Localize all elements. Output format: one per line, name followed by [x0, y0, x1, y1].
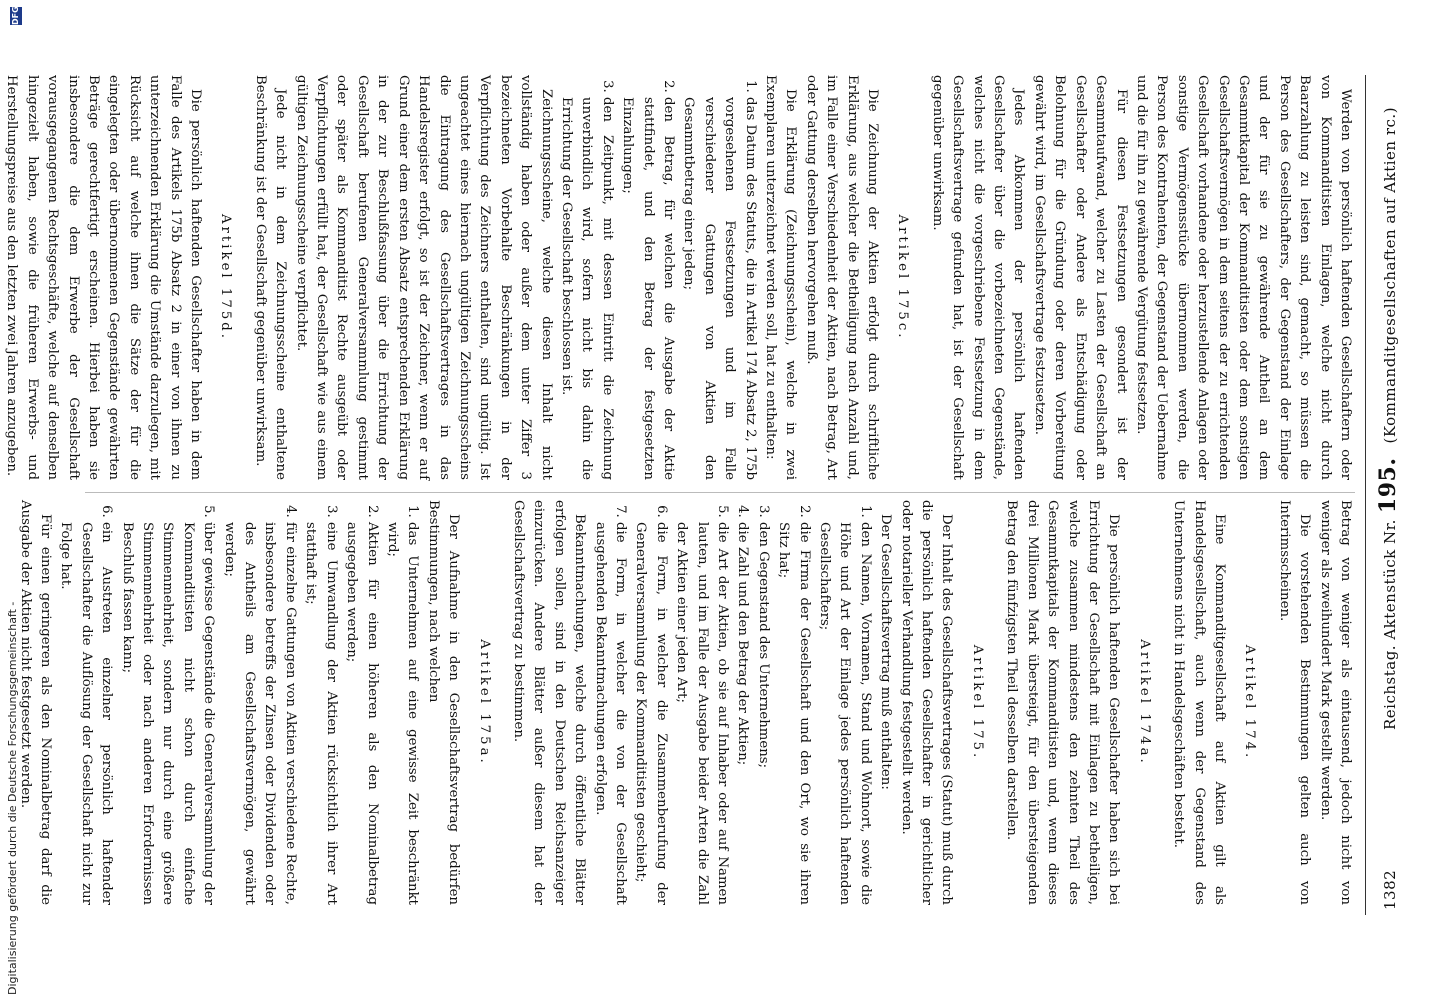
article-heading: Artikel 174. — [1242, 644, 1258, 761]
list-item: 2. den Betrag, für welchen die Ausgabe der Aktie stattfindet, und den Betrag der festgesetzten Einzahlungen; — [617, 97, 678, 480]
list-item: 3. eine Umwandlung der Aktien rücksichtlich ihrer Art statthaft ist; — [300, 522, 341, 905]
article-heading: Artikel 174a. — [1136, 639, 1152, 766]
paragraph: Die vorstehenden Bestimmungen gelten auch von Interimsscheinen. — [1276, 500, 1313, 905]
paragraph: Die persönlich haftenden Gesellschafter haben sich bei Errichtung der Gesellschaft mit Einlagen zu betheiligen, welche zusammen mindestens den zehnten Theil des Gesammtkapitals der Kommanditisten und, wenn dieses drei Millionen Mark übersteigt, für den übersteigenden Betrag den fünfzigsten Theil desselben darstellen. — [1004, 500, 1122, 905]
list-item: 3. den Gegenstand des Unternehmens; — [752, 522, 772, 905]
paragraph: Der Aufnahme in den Gesellschaftsvertrag bedürfen Bestimmungen, nach welchen — [425, 500, 462, 905]
paragraph: Betrag von weniger als eintausend, jedoch nicht von weniger als zweihundert Mark gestellt werden. — [1317, 500, 1353, 905]
left-column — [17, 500, 1355, 905]
page-header — [1375, 70, 1405, 910]
paragraph: Bekanntmachungen, welche durch öffentliche Blätter erfolgen sollen, sind in den Deutschen Reichsanzeiger einzurücken. Andere Blätter außer diesem hat der Gesellschaftsvertrag zu bestimmen. — [510, 500, 588, 905]
list-item: 3. den Zeitpunkt, mit dessen Eintritt die Zeichnung unverbindlich wird, sofern nicht bis dahin die Errichtung der Gesellschaft beschlossen ist. — [556, 97, 617, 480]
paragraph: Die Zeichnung der Aktien erfolgt durch schriftliche Erklärung, aus welcher die Betheiligung nach Anzahl und, im Falle einer Verschiedenheit der Aktien, nach Betrag, Art oder Gattung derselben hervorgehen muß. — [803, 75, 881, 480]
paragraph: Die persönlich haftenden Gesellschafter haben in dem Falle des Artikels 175b Absatz 2 in einer von ihnen zu unterzeichnenden Erklärung die Umstände darzulegen, mit Rücksicht auf welche ihnen die Sätze der für die eingelegten oder übernommenen Gegenstände gewährten Beträge gerechtfertigt erscheinen. Hierbei haben sie insbesondere die dem Erwerbe der Gesellschaft vorausgegangenen Rechtsgeschäfte, welche auf denselben hingezielt haben, sowie die früheren Erwerbs- und Herstellungspreise aus den letzten zwei Jahren anzugeben. — [4, 75, 204, 480]
paragraph: Für einen geringeren als den Nominalbetrag darf die Ausgabe der Aktien nicht festgesetzt werden. — [17, 500, 54, 905]
issue-number: 195. — [1375, 457, 1401, 514]
paragraph: Jedes Abkommen der persönlich haftenden Gesellschafter über die vorbezeichneten Gegenstände, welches nicht die vorgeschriebene Festsetzung in dem Gesellschaftsvertrage gefunden hat, ist der Gesellschaft gegenüber unwirksam. — [929, 75, 1027, 480]
journal-title: Reichstag. Aktenstück Nr. — [1381, 519, 1399, 730]
page-number: 1382 — [1381, 869, 1399, 910]
paragraph: Jede nicht in dem Zeichnungsscheine enthaltene Beschränkung ist der Gesellschaft gegenüber unwirksam. — [252, 75, 289, 480]
list-item: 4. für einzelne Gattungen von Aktien verschiedene Rechte, insbesondere betreffs der Zinsen oder Dividenden oder des Antheils am Gesellschaftsvermögen, gewährt werden; — [218, 522, 300, 905]
footer-text: Digitalisierung gefördert durch die Deutsche Forschungsgemeinschaft - — [6, 601, 19, 995]
article-heading: Artikel 175d. — [218, 213, 234, 342]
dfg-logo-icon: DFG — [11, 6, 20, 25]
article-heading: Artikel 175c. — [895, 214, 911, 341]
list-item: 5. über gewisse Gegenstände die Generalversammlung der Kommanditisten nicht schon durch einfache Stimmenmehrheit, sondern nur durch eine größere Stimmenmehrheit oder nach anderen Erfordernissen Beschluß fassen kann; — [116, 522, 218, 905]
topic-title: (Kommanditgesellschaften auf Aktien rc.) — [1381, 106, 1399, 444]
article-heading: Artikel 175. — [969, 644, 985, 761]
header-rule — [1365, 75, 1366, 915]
paragraph: Werden von persönlich haftenden Gesellschaftern oder von Kommanditisten Einlagen, welche nicht durch Baarzahlung zu leisten sind, gemacht, so müssen die Person des Gesellschafters, der Gegenstand der Einlage und der für sie zu gewährende Antheil an dem Gesammtkapital der Kommanditisten oder dem sonstigen Gesellschaftsvermögen in dem seitens der zu errichtenden Gesellschaft vorhandene oder herzustellende Anlagen oder sonstige Vermögensstücke übernommen werden, die Person des Kontrahenten, der Gegenstand der Uebernahme und die für ihn zu gewährende Vergütung festsetzen. — [1133, 75, 1353, 480]
paragraph: Der Gesellschaftsvertrag muß enthalten: — [878, 514, 894, 790]
list-item: 6. die Form, in welcher die Zusammenberufung der Generalversammlung der Kommanditisten geschieht; — [630, 522, 671, 905]
list-item: 1. das Datum des Statuts, die in Artikel 174 Absatz 2, 175b vorgesehenen Festsetzungen und im Falle verschiedener Gattungen von Aktien den Gesammtbetrag einer jeden; — [678, 97, 760, 480]
list-item: 6. ein Austreten einzelner persönlich haftender Gesellschafter die Auflösung der Gesellschaft nicht zur Folge hat. — [55, 522, 116, 905]
list-item: 2. Aktien für einen höheren als den Nominalbetrag ausgegeben werden; — [341, 522, 382, 905]
right-column — [4, 75, 1355, 480]
paragraph: Der Inhalt des Gesellschaftsvertrages (Statut) muß durch die persönlich haftenden Gesellschafter in gerichtlicher oder notarieller Verhandlung festgestellt werden. — [898, 500, 955, 905]
paragraph: Für diesen Festsetzungen gesondert ist der Gesammtaufwand, welcher zu Lasten der Gesellschaft an Gesellschafter oder Andere als Entschädigung oder Belohnung für die Gründung oder deren Vorbereitung gewährt wird, im Gesellschaftsvertrage festzusetzen. — [1031, 75, 1129, 480]
column-separator — [85, 492, 1355, 493]
list-item: 5. die Art der Aktien, ob sie auf Inhaber oder auf Namen lauten, und im Falle der Ausgabe beider Arten die Zahl der Aktien einer jeden Art; — [671, 522, 732, 905]
list-item: 1. das Unternehmen auf eine gewisse Zeit beschränkt wird; — [382, 522, 423, 905]
paragraph: Eine Kommanditgesellschaft auf Aktien gilt als Handelsgesellschaft, auch wenn der Gegenstand des Unternehmens nicht in Handelsgeschäften besteht. — [1171, 500, 1227, 905]
list-item: 1. den Namen, Vornamen, Stand und Wohnort, sowie die Höhe und Art der Einlage jedes persönlich haftenden Gesellschafters; — [814, 522, 875, 905]
paragraph: Die Erklärung (Zeichnungsschein), welche in zwei Exemplaren unterzeichnet werden soll, hat zu enthalten: — [763, 75, 799, 480]
list-item: 7. die Form, in welcher die von der Gesellschaft ausgehenden Bekanntmachungen erfolgen. — [589, 522, 630, 905]
digitization-footer — [6, 0, 24, 1000]
article-heading: Artikel 175a. — [476, 639, 492, 766]
list-item: 2. die Firma der Gesellschaft und den Ort, wo sie ihren Sitz hat; — [773, 522, 814, 905]
paragraph: Zeichnungsscheine, welche diesen Inhalt nicht vollständig haben oder außer dem unter Ziffer 3 bezeichneten Vorbehalte Beschränkungen in der Verpflichtung des Zeichners enthalten, sind ungültig. Ist ungeachtet eines hiernach ungültigen Zeichnungsscheins die Eintragung des Gesellschaftsvertrages in das Handelsregister erfolgt, so ist der Zeichner, wenn er auf Grund einer dem ersten Absatz entsprechenden Erklärung in der zur Beschlußfassung über die Errichtung der Gesellschaft berufenen Generalversammlung gestimmt oder später als Kommanditist Rechte ausgeübt oder Verpflichtungen erfüllt hat, der Gesellschaft wie aus einem gültigen Zeichnungsscheine verpflichtet. — [293, 75, 554, 480]
list-item: 4. die Zahl und den Betrag der Aktien; — [732, 522, 752, 905]
